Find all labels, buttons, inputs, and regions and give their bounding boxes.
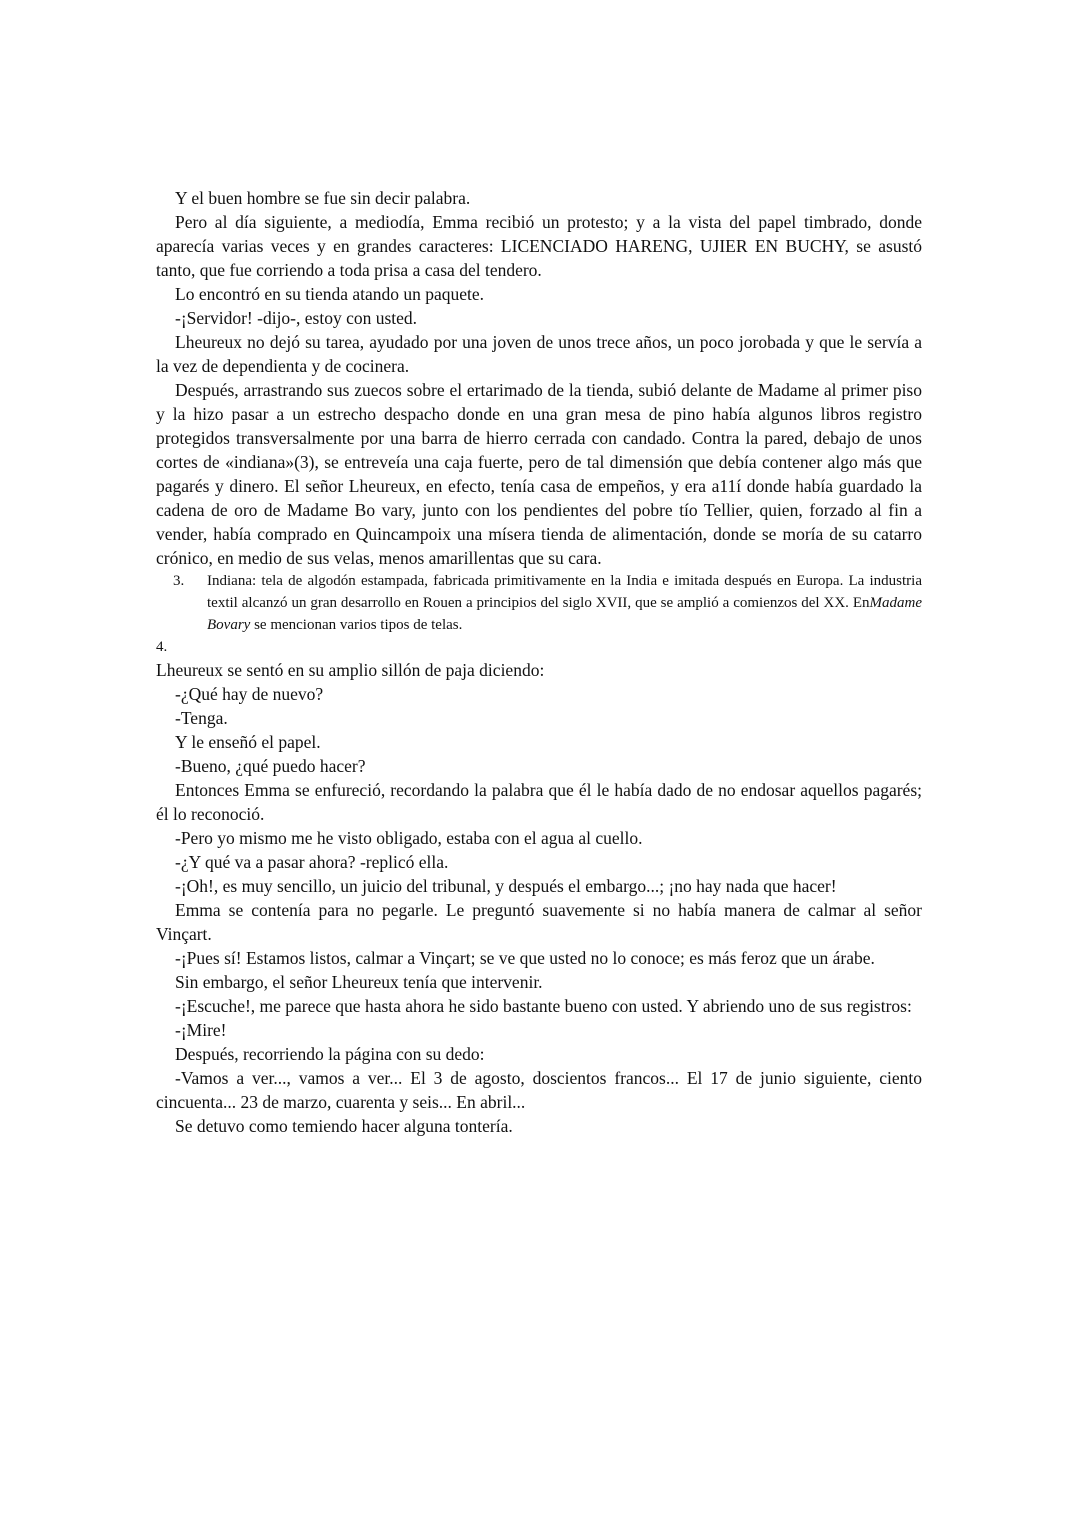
narrative-paragraph: Se detuvo como temiendo hacer alguna tontería. <box>175 1116 513 1136</box>
dialogue-line: -Vamos a ver..., vamos a ver... El 3 de agosto, doscientos francos... El 17 de junio siguiente, ciento cincuenta... 23 de marzo, cuarenta y seis... En abril... <box>156 1068 922 1112</box>
dialogue-line: -¿Y qué va a pasar ahora? -replicó ella. <box>175 852 449 872</box>
footnote-text-part: se mencionan varios tipos de telas. <box>250 617 463 633</box>
narrative-paragraph: Después, arrastrando sus zuecos sobre el ertarimado de la tienda, subió delante de Madame al primer piso y la hizo pasar a un estrecho despacho donde en una gran mesa de pino había algunos libros registro protegidos transversalmente por una barra de hierro cerrada con candado. Contra la pared, debajo de unos cortes de «indiana»(3), se entreveía una caja fuerte, pero de tal dimensión que debía contener algo más que pagarés y dinero. El señor Lheureux, en efecto, tenía casa de empeños, y era a11í donde había guardado la cadena de oro de Madame Bo vary, junto con los pendientes del pobre tío Tellier, quien, forzado al fin a vender, había comprado en Quincampoix una mísera tienda de alimentación, donde se moría de su catarro crónico, en medio de sus velas, menos amarillentas que su cara. <box>156 380 922 568</box>
narrative-paragraph: Pero al día siguiente, a mediodía, Emma recibió un protesto; y a la vista del papel timbrado, donde aparecía varias veces y en grandes caracteres: LICENCIADO HARENG, UJIER EN BUCHY, se asustó tanto, que fue corriendo a toda prisa a casa del tendero. <box>156 212 922 280</box>
narrative-paragraph: Entonces Emma se enfureció, recordando la palabra que él le había dado de no endosar aquellos pagarés; él lo reconoció. <box>156 780 922 824</box>
section-number: 4. <box>156 639 168 655</box>
dialogue-line: -Pero yo mismo me he visto obligado, estaba con el agua al cuello. <box>175 828 643 848</box>
dialogue-line: -¡Mire! <box>175 1020 227 1040</box>
footnote-number: 3. <box>173 573 185 589</box>
footnote-text <box>207 573 922 633</box>
text-column <box>156 186 922 1138</box>
narrative-paragraph: Lo encontró en su tienda atando un paquete. <box>175 284 485 304</box>
dialogue-line: -¡Servidor! -dijo-, estoy con usted. <box>175 308 418 328</box>
narrative-paragraph: Lheureux no dejó su tarea, ayudado por una joven de unos trece años, un poco jorobada y que le servía a la vez de dependienta y de cocinera. <box>156 332 922 376</box>
narrative-paragraph: Y el buen hombre se fue sin decir palabra. <box>175 188 471 208</box>
narrative-paragraph: Lheureux se sentó en su amplio sillón de paja diciendo: <box>156 660 545 680</box>
dialogue-line: -Bueno, ¿qué puedo hacer? <box>175 756 366 776</box>
dialogue-line: -Tenga. <box>175 708 228 728</box>
dialogue-line: -¡Oh!, es muy sencillo, un juicio del tribunal, y después el embargo...; ¡no hay nada que hacer! <box>175 876 837 896</box>
footnote-text-part: Indiana: tela de algodón estampada, fabricada primitivamente en la India e imitada después en Europa. La industria textil alcanzó un gran desarrollo en Rouen a principios del siglo XVII, que se amplió a comienzos del XX. En <box>207 573 922 611</box>
book-title-italic: Madame Bovary <box>207 595 922 633</box>
narrative-paragraph: Y le enseñó el papel. <box>175 732 321 752</box>
narrative-paragraph: Sin embargo, el señor Lheureux tenía que intervenir. <box>175 972 543 992</box>
footnote <box>156 570 922 636</box>
narrative-paragraph: Emma se contenía para no pegarle. Le preguntó suavemente si no había manera de calmar al señor Vinçart. <box>156 900 922 944</box>
dialogue-line: -¡Pues sí! Estamos listos, calmar a Vinçart; se ve que usted no lo conoce; es más feroz que un árabe. <box>175 948 875 968</box>
dialogue-line: -¿Qué hay de nuevo? <box>175 684 324 704</box>
dialogue-line: -¡Escuche!, me parece que hasta ahora he sido bastante bueno con usted. Y abriendo uno de sus registros: <box>175 996 912 1016</box>
narrative-paragraph: Después, recorriendo la página con su dedo: <box>175 1044 485 1064</box>
